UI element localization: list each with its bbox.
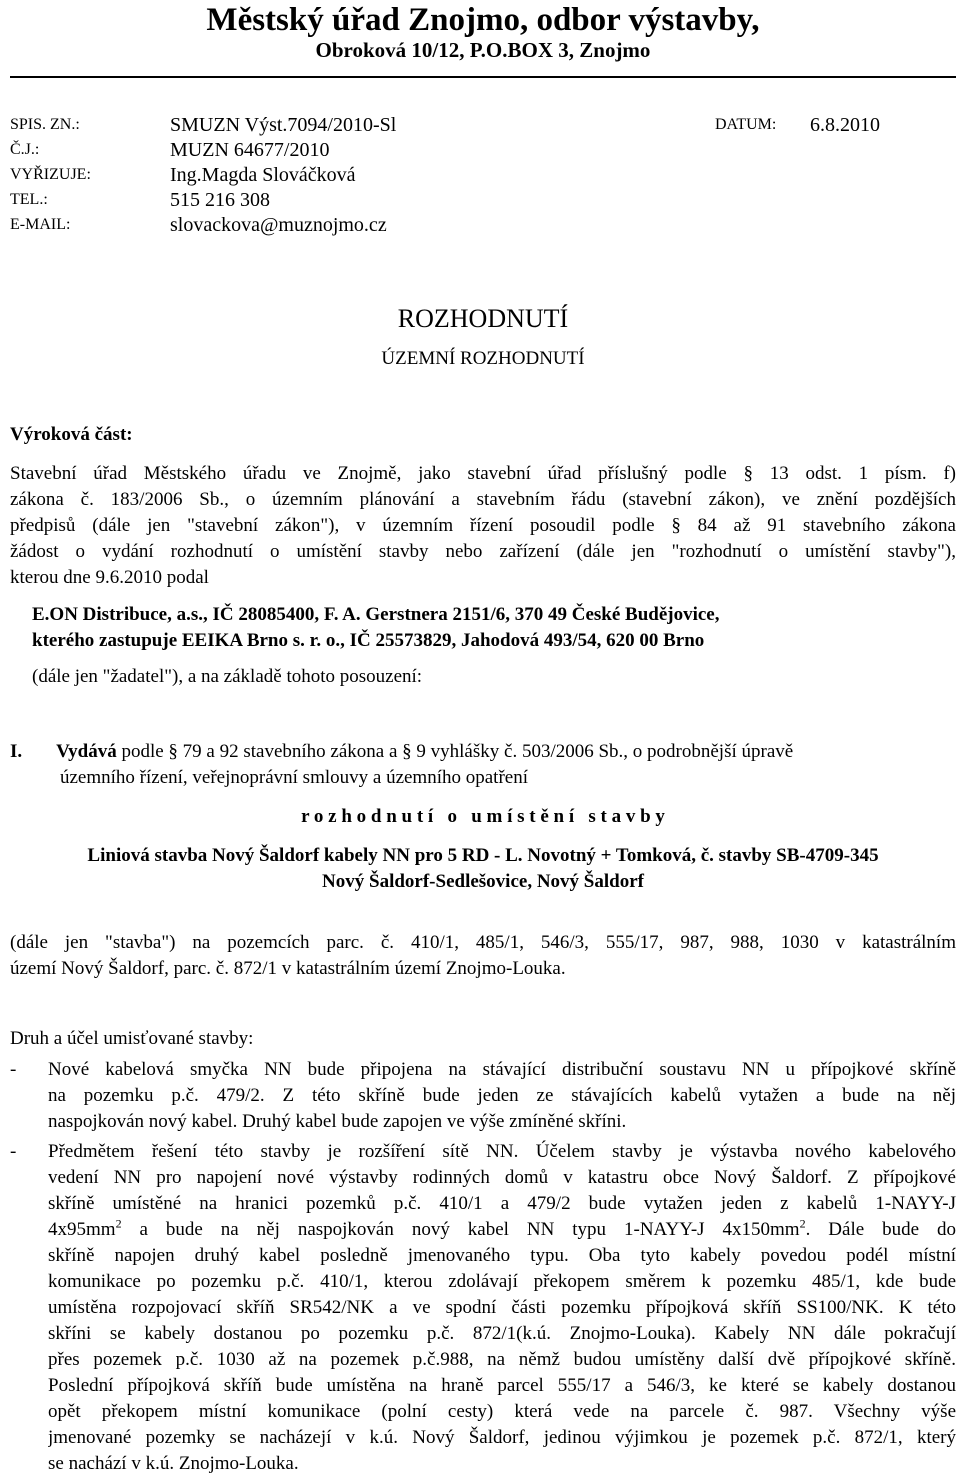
meta-row-tel [10,187,956,213]
spis-value: SMUZN Výst.7094/2010-Sl [170,114,397,136]
date-value: 6.8.2010 [810,114,880,136]
applicant-note: (dále jen "žadatel"), a na základě tohoto posouzení: [32,666,423,687]
bullet-line: Předmětem řešení této stavby je rozšíření sítě NN. Účelem stavby je výstavba nového kabelového [48,1141,956,1162]
spis-label: SPIS. ZN.: [10,116,80,133]
intro-line: předpisů (dále jen "stavební zákon"), v územním řízení posoudil podle § 84 až 91 stavebního zákona [10,515,956,536]
office-title: Městský úřad Znojmo, odbor výstavby, [206,2,760,38]
bullet-line: se nachází v k.ú. Znojmo-Louka. [48,1453,299,1474]
meta-row-email [10,212,956,238]
bullet-line: na pozemku p.č. 479/2. Z této skříně bude jeden ze stávajících kabelů vytažen a bude na něj [48,1085,956,1106]
intro-line: zákona č. 183/2006 Sb., o územním plánování a stavebním řádu (stavební zákon), ve znění pozdějších [10,489,956,510]
meta-row-cj [10,137,956,163]
office-address: Obroková 10/12, P.O.BOX 3, Znojmo [315,38,651,62]
bullet-line: Poslední přípojková skříň bude umístěna na hraně parcel 555/17 a 546/3, ke které se kabely dostanou [48,1375,956,1396]
bullet-line: naspojkován nový kabel. Druhý kabel bude zapojen ve výše zmíněné skříni. [48,1111,627,1132]
header-rule [10,76,956,78]
bullet-line: Nové kabelová smyčka NN bude připojena na stávající distribuční soustavu NN u přípojkové skříně [48,1059,956,1080]
applicant-line: E.ON Distribuce, a.s., IČ 28085400, F. A. Gerstnera 2151/6, 370 49 České Budějovice, [32,604,720,625]
bullet-line: umístěna rozpojovací skříň SR542/NK a ve spodní části pozemku přípojková skříň SS100/NK. K této [48,1297,956,1318]
date-label: DATUM: [715,116,777,133]
cj-value: MUZN 64677/2010 [170,139,330,161]
bullet-text [48,1139,956,1477]
section-label: Výroková část: [10,424,133,445]
bullet-line: skříně napojen druhý kabel posledně jmenovaného typu. Oba tyto kabely povedou podél místní [48,1245,956,1266]
decision-heading: ROZHODNUTÍ [397,304,569,333]
spaced-decision-title: r o z h o d n u t í o u m í s t ě n í s t a v b y [301,806,665,827]
item-line1-rest: podle § 79 a 92 stavebního zákona a § 9 vyhlášky č. 503/2006 Sb., o podrobnější úpravě [116,741,794,762]
bullet-line: skříni se kabely dostanou po pozemku p.č. 872/1(k.ú. Znojmo-Louka). Kabely NN dále pokračují [48,1323,956,1344]
email-value: slovackova@muznojmo.cz [170,214,387,236]
intro-line: žádost o vydání rozhodnutí o umístění stavby nebo zařízení (dále jen "rozhodnutí o umístění stavby"), [10,541,956,562]
bullet-dash: - [10,1141,17,1162]
item-first-line [10,739,956,765]
bullet-dash: - [10,1059,17,1080]
decision-subheading: ÚZEMNÍ ROZHODNUTÍ [381,348,585,369]
purpose-heading: Druh a účel umisťované stavby: [10,1028,254,1049]
bullet-line-with-superscripts: $4x95mm^2$ a bude na něj naspojkován nový kabel NN typu 1-NAYY-J $4x150mm^2$. Dále bude do [48,1217,956,1240]
intro-paragraph [10,461,956,591]
bullet-line: jmenované pozemky se nacházejí v k.ú. Nový Šaldorf, jedinou výjimkou je pozemek p.č. 872/1, který [48,1427,956,1448]
meta-row-vyrizuje [10,162,956,188]
vyrizuje-value: Ing.Magda Slováčková [170,164,356,186]
bullet-line: komunikace po pozemku p.č. 410/1, kterou zdolávají překopem směrem k pozemku 485/1, kde bude [48,1271,956,1292]
tel-value: 515 216 308 [170,189,270,211]
bullet-text [48,1057,956,1135]
bullet-item [10,1057,956,1137]
intro-line: kterou dne 9.6.2010 podal [10,567,209,588]
parcels-line: (dále jen "stavba") na pozemcích parc. č. 410/1, 485/1, 546/3, 555/17, 987, 988, 1030 v katastrálním [10,932,956,953]
parcels-paragraph [10,930,956,982]
bullet-line: opět překopem místní komunikace (polní cesty) která vede na parcele č. 987. Všechny výše [48,1401,956,1422]
bullet-item [10,1139,956,1473]
email-label: E-MAIL: [10,216,71,233]
item-number: I. [10,741,23,762]
intro-line: Stavební úřad Městského úřadu ve Znojmě, jako stavební úřad příslušný podle § 13 odst. 1 písm. f) [10,463,956,484]
tel-label: TEL.: [10,191,48,208]
construction-location: Nový Šaldorf-Sedlešovice, Nový Šaldorf [322,871,644,892]
vyrizuje-label: VYŘIZUJE: [10,166,91,183]
item-verb: Vydává [56,741,117,762]
parcels-line: území Nový Šaldorf, parc. č. 872/1 v katastrálním území Znojmo-Louka. [10,958,566,979]
bullet-line: skříně umístěné na hranici pozemků p.č. 410/1 a 479/2 bude vytažen jeden z kabelů 1-NAYY-J [48,1193,956,1214]
item-second-line: územního řízení, veřejnoprávní smlouvy a územního opatření [60,767,528,788]
bullet-line: vedení NN pro napojení nové výstavby rodinných domů v katastru obce Nový Šaldorf. Z přípojkové [48,1167,956,1188]
bullet-line: přes pozemek p.č. 1030 až na pozemek p.č.988, na němž budou umístěny další dvě přípojkové skříně. [48,1349,956,1370]
meta-row-spis [10,112,956,138]
applicant-representative: kterého zastupuje EEIKA Brno s. r. o., IČ 25573829, Jahodová 493/54, 620 00 Brno [32,630,705,651]
construction-name: Liniová stavba Nový Šaldorf kabely NN pro 5 RD - L. Novotný + Tomková, č. stavby SB-4709-345 [87,845,879,866]
cj-label: Č.J.: [10,141,40,158]
